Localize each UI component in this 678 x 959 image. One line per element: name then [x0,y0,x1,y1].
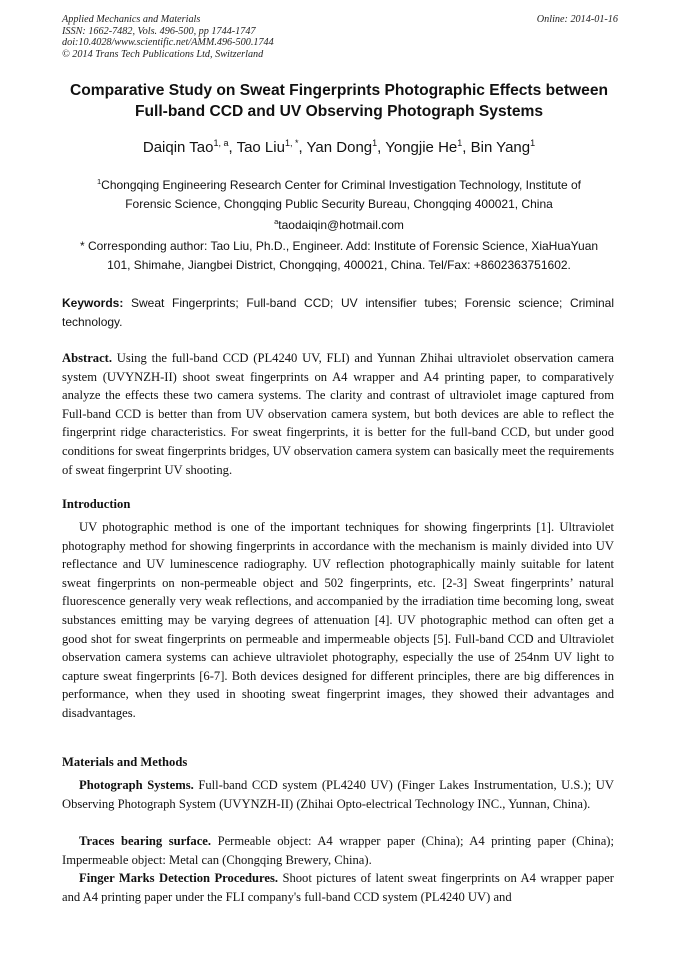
corresponding-author-note [62,237,616,275]
abstract-label: Abstract. [62,351,113,365]
abstract-text: Using the full-band CCD (PL4240 UV, FLI) and Yunnan Zhihai ultraviolet observation camera system (UVYNZH-II) shoot sweat fingerprints on A4 wrapper and A4 printing paper, to comparatively analyze the effects these two camera systems. The clarity and contrast of ultraviolet image captured from Full-band CCD is better than from UV observation camera system, but both devices are able to reflect the fingerprint ridge characteristics. For sweat fingerprints, it is better for the full-band CCD, but under good conditions for sweat fingerprints bridges, UV observation camera system can basically meet the requirements of sweat fingerprint UV shooting. [62,351,614,477]
paper-title [40,80,638,122]
author-affiliation-mark: 1 [372,138,378,148]
author-separator: , [377,139,386,156]
copyright-line: © 2014 Trans Tech Publications Ltd, Switzerland [62,48,264,60]
paragraph-text: Shoot pictures of latent sweat fingerprints on A4 wrapper paper and A4 printing paper under the FLI company's full-band CCD system (PL4240 UV) and [62,871,614,904]
title-line-1: Comparative Study on Sweat Fingerprints Photographic Effects between [69,82,609,99]
issn-line: ISSN: 1662-7482, Vols. 496-500, pp 1744-1747 [62,25,256,37]
affiliation-mark: 1 [96,177,102,186]
abstract [62,349,614,479]
author-separator: , [228,139,237,156]
affiliation-line-2: Forensic Science, Chongqing Public Security Bureau, Chongqing 400021, China [125,197,553,211]
doi-line: doi:10.4028/www.scientific.net/AMM.496-500.1744 [62,37,274,48]
paragraph-text: Permeable object: A4 wrapper paper (China); A4 printing paper (China); Impermeable object: Metal can (Chongqing Brewery, China). [62,834,615,867]
author-separator: , [298,139,307,156]
running-header [62,14,618,60]
keywords [62,294,614,332]
title-line-2: Full-band CCD and UV Observing Photograph Systems [134,103,544,120]
email-address: taodaiqin@hotmail.com [278,218,404,232]
detection-procedures-paragraph [62,869,614,906]
corresponding-line-2: 101, Shimahe, Jiangbei District, Chongqing, 400021, China. Tel/Fax: +8602363751602. [107,258,571,272]
affiliation [70,172,608,214]
author-affiliation-mark: 1, a [213,138,229,148]
author-email [70,214,608,233]
affiliation-line-1: Chongqing Engineering Research Center for Criminal Investigation Technology, Institute of [101,178,581,192]
author-name: Tao Liu [236,139,285,156]
materials-methods-heading: Materials and Methods [62,755,188,769]
online-date: Online: 2014-01-16 [536,14,618,25]
author-name: Bin Yang [470,139,531,156]
author-name: Daiqin Tao [142,139,214,156]
author-list [40,133,638,158]
paragraph-text: Full-band CCD system (PL4240 UV) (Finger Lakes Instrumentation, U.S.); UV Observing Photograph System (UVYNZH-II) (Zhihai Opto-electrical Technology INC., Yunnan, China). [62,778,614,811]
keywords-label: Keywords: [62,296,124,310]
author-separator: , [462,139,471,156]
author-affiliation-mark: 1 [530,138,536,148]
photograph-systems-paragraph [62,776,614,813]
paragraph-label: Finger Marks Detection Procedures. [79,871,279,885]
email-mark: a [274,217,279,226]
paragraph-label: Traces bearing surface. [79,834,212,848]
corresponding-line-1: * Corresponding author: Tao Liu, Ph.D., Engineer. Add: Institute of Forensic Science, XiaHuaYuan [79,239,599,253]
author-affiliation-mark: 1, * [284,138,299,148]
introduction-paragraph: UV photographic method is one of the important techniques for showing fingerprints [1]. Ultraviolet photography method for showing fingerprints in accordance with the mechanism is mainly divided into UV reflectance and UV luminescence radiography. UV reflection photographically mainly suitable for latent sweat fingerprints on non-permeable object and 502 fingerprints, etc. [2-3] Sweat fingerprints’ natural fluorescence generally very weak reflections, and accompanied by the irradiation time becoming long, sweat substances emitting may be varying degrees of attenuation [4]. UV photographic method can often get a good shot for sweat fingerprints on permeable and impermeable objects [5]. Full-band CCD and Ultraviolet observation camera systems can achieve ultraviolet photography, especially the use of 254nm UV light to capture sweat fingerprints [6-7]. Both devices designed for different principles, there are big differences in performance, when they used in shooting sweat fingerprint images, they showed their advantages and disadvantages. [62,520,614,720]
traces-surface-paragraph [62,832,614,869]
author-name: Yongjie He [385,139,458,156]
paragraph-label: Photograph Systems. [79,778,194,792]
introduction-heading: Introduction [62,497,131,511]
keywords-text: Sweat Fingerprints; Full-band CCD; UV intensifier tubes; Forensic science; Criminal technology. [62,296,614,329]
author-name: Yan Dong [306,139,373,156]
author-affiliation-mark: 1 [457,138,463,148]
journal-name: Applied Mechanics and Materials [62,14,201,25]
